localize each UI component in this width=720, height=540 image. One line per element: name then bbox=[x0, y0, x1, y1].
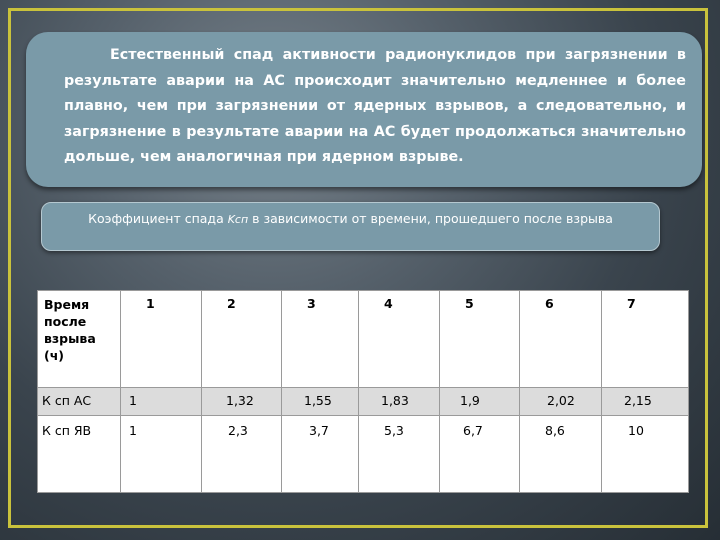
row-label-cell: К сп ЯВ bbox=[38, 416, 121, 493]
text-panel bbox=[26, 32, 702, 187]
value-cell: 5,3 bbox=[359, 416, 440, 493]
value-cell: 1,55 bbox=[282, 388, 359, 416]
table-caption bbox=[41, 202, 660, 251]
hour-cell: 4 bbox=[359, 291, 440, 388]
caption-suffix: в зависимости от времени, прошедшего после взрыва bbox=[248, 211, 613, 226]
value-cell: 2,02 bbox=[520, 388, 602, 416]
value-cell: 6,7 bbox=[440, 416, 520, 493]
hour-cell: 3 bbox=[282, 291, 359, 388]
value-cell: 3,7 bbox=[282, 416, 359, 493]
value-cell: 1,83 bbox=[359, 388, 440, 416]
value-cell: 1,9 bbox=[440, 388, 520, 416]
value-cell: 1 bbox=[121, 416, 202, 493]
table-row-header bbox=[38, 291, 689, 388]
value-cell: 2,15 bbox=[602, 388, 689, 416]
row-label-cell: К сп АС bbox=[38, 388, 121, 416]
hour-cell: 7 bbox=[602, 291, 689, 388]
hour-cell: 5 bbox=[440, 291, 520, 388]
value-cell: 8,6 bbox=[520, 416, 602, 493]
decay-coefficient-table bbox=[37, 290, 689, 493]
caption-symbol: Kсп bbox=[227, 213, 249, 226]
hour-cell: 1 bbox=[121, 291, 202, 388]
caption-prefix: Коэффициент спада bbox=[88, 211, 228, 226]
header-label-cell: Время после взрыва (ч) bbox=[38, 291, 121, 388]
hour-cell: 2 bbox=[202, 291, 282, 388]
main-paragraph: Естественный спад активности радионуклидов при загрязнении в результате аварии на АС происходит значительно медленнее и более плавно, чем при загрязнении от ядерных взрывов, а следовательно, и загрязнение в результате аварии на АС будет продолжаться значительно дольше, чем аналогичная при ядерном взрыве. bbox=[64, 47, 686, 166]
table-row-as bbox=[38, 388, 689, 416]
value-cell: 10 bbox=[602, 416, 689, 493]
value-cell: 1 bbox=[121, 388, 202, 416]
value-cell: 1,32 bbox=[202, 388, 282, 416]
hour-cell: 6 bbox=[520, 291, 602, 388]
table-row-yav bbox=[38, 416, 689, 493]
value-cell: 2,3 bbox=[202, 416, 282, 493]
